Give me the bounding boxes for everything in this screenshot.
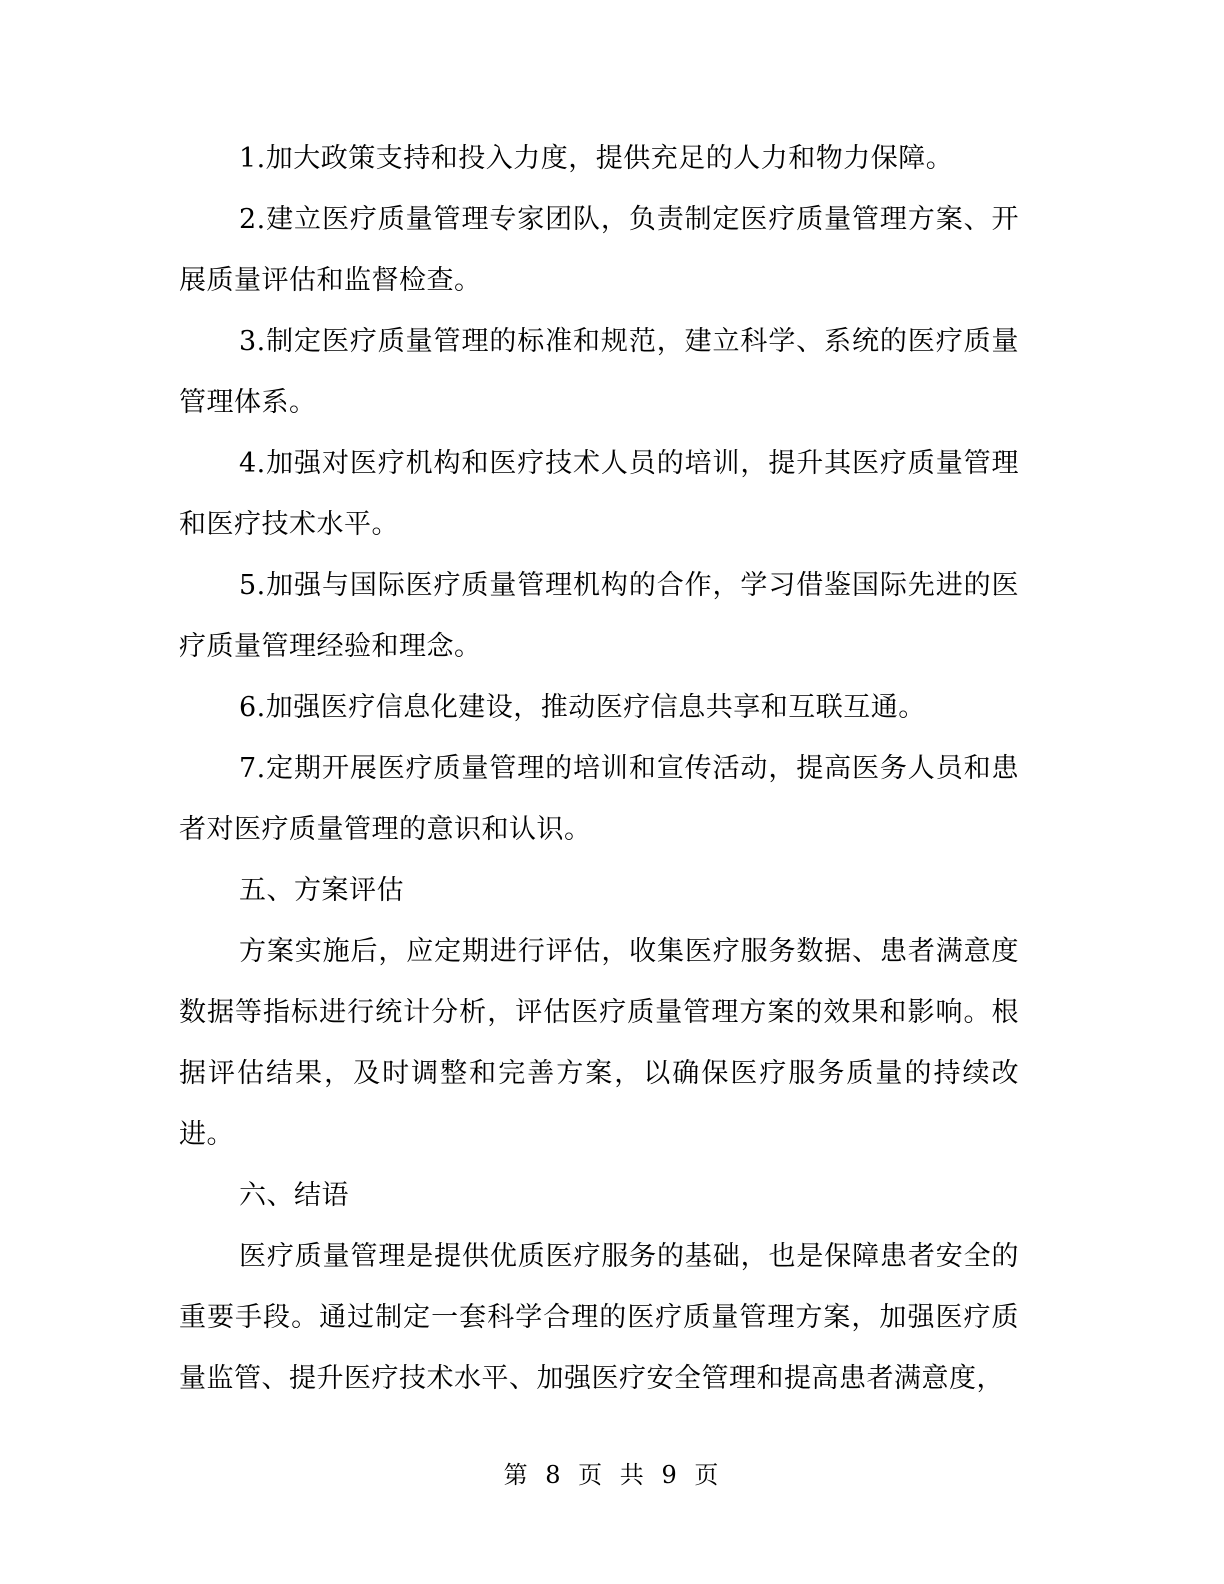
measure-item-7: 7.定期开展医疗质量管理的培训和宣传活动，提高医务人员和患者对医疗质量管理的意识和认识。 xyxy=(179,753,1019,845)
document-body xyxy=(179,128,1019,1409)
page-number-footer: 第 8 页 共 9 页 xyxy=(503,1461,721,1489)
section-heading-conclusion: 六、结语 xyxy=(239,1180,349,1211)
measure-item-5: 5.加强与国际医疗质量管理机构的合作，学习借鉴国际先进的医疗质量管理经验和理念。 xyxy=(179,570,1019,662)
measure-item-3: 3.制定医疗质量管理的标准和规范，建立科学、系统的医疗质量管理体系。 xyxy=(179,326,1019,418)
section-heading-evaluation: 五、方案评估 xyxy=(239,875,404,906)
section-text-evaluation: 方案实施后，应定期进行评估，收集医疗服务数据、患者满意度数据等指标进行统计分析，评估医疗质量管理方案的效果和影响。根据评估结果，及时调整和完善方案，以确保医疗服务质量的持续改进。 xyxy=(179,936,1019,1150)
measure-item-1: 1.加大政策支持和投入力度，提供充足的人力和物力保障。 xyxy=(239,143,954,174)
measure-item-2: 2.建立医疗质量管理专家团队，负责制定医疗质量管理方案、开展质量评估和监督检查。 xyxy=(179,204,1019,296)
section-text-conclusion: 医疗质量管理是提供优质医疗服务的基础，也是保障患者安全的重要手段。通过制定一套科学合理的医疗质量管理方案，加强医疗质量监管、提升医疗技术水平、加强医疗安全管理和提高患者满意度， xyxy=(179,1241,1019,1394)
measure-item-4: 4.加强对医疗机构和医疗技术人员的培训，提升其医疗质量管理和医疗技术水平。 xyxy=(179,448,1019,540)
measure-item-6: 6.加强医疗信息化建设，推动医疗信息共享和互联互通。 xyxy=(239,692,926,723)
